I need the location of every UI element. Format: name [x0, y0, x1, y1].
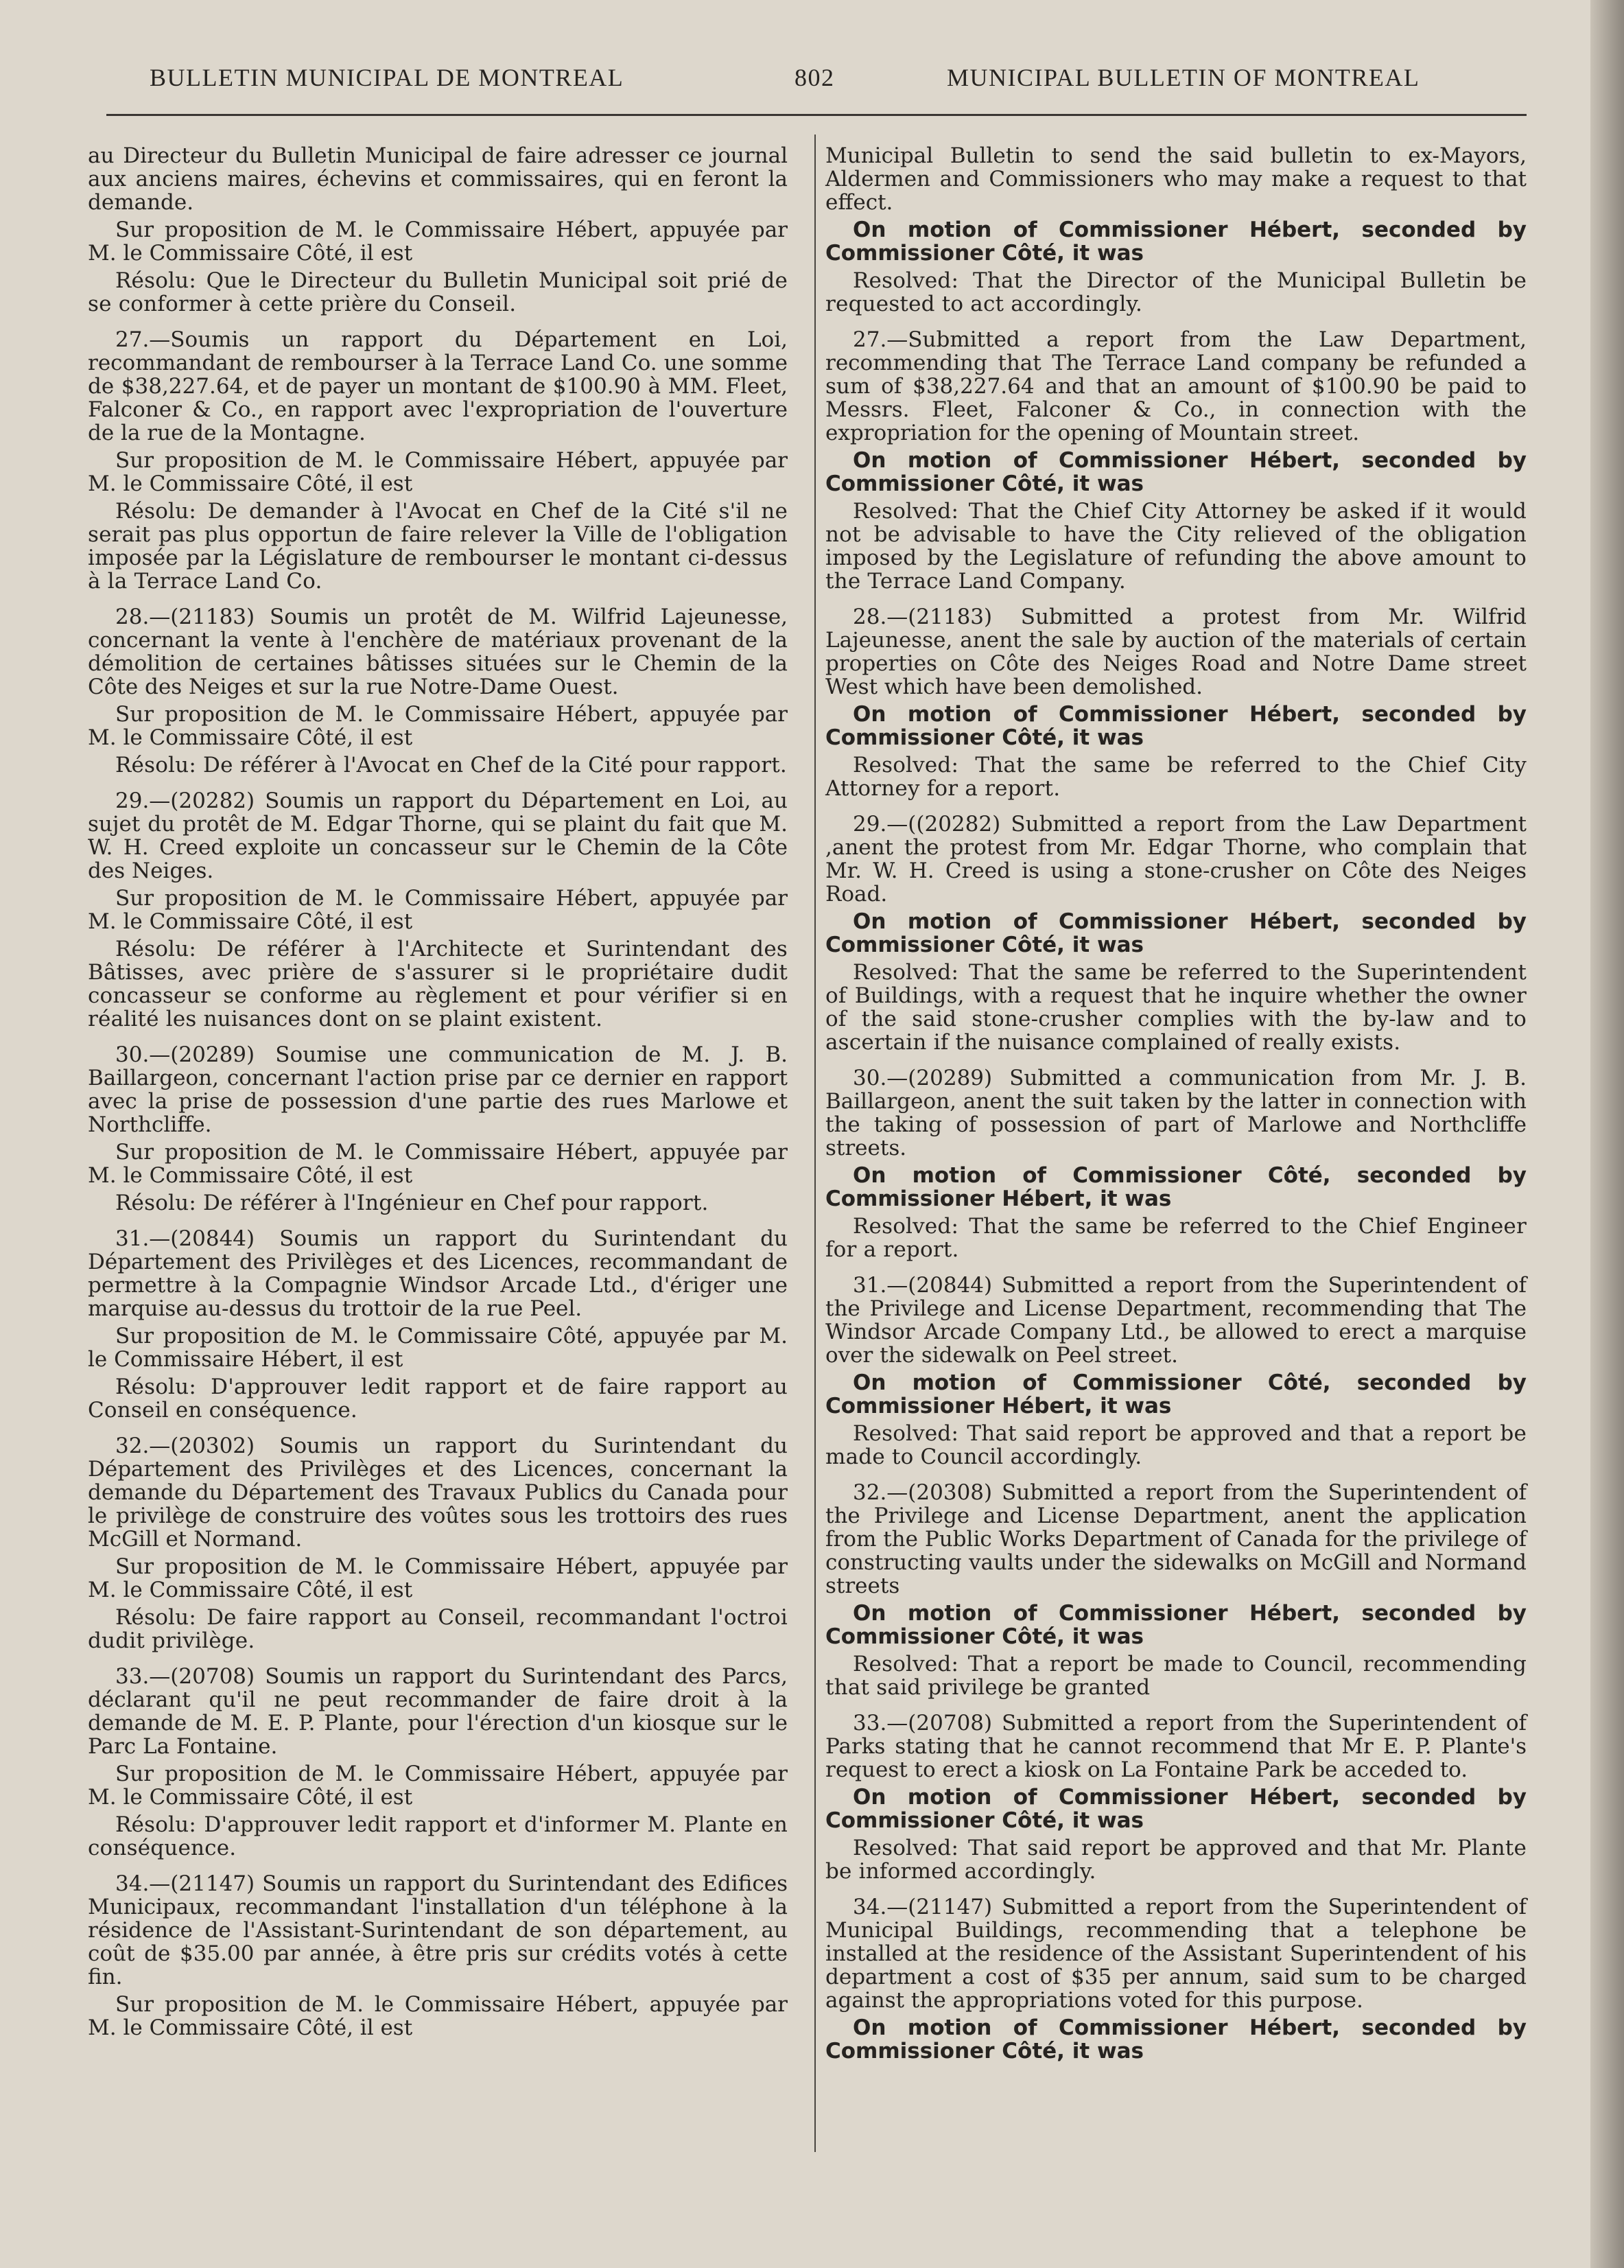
page-number: 802	[795, 64, 835, 91]
item-33: 33.—(20708) Submitted a report from the Superintendent of Parks stating that he cannot recommend that Mr E. P. Plante's request to erect a kiosk on La Fontaine Park be acceded to.	[825, 1711, 1527, 1782]
resolution: Resolved: That the Director of the Municipal Bulletin be requested to act accordingly.	[825, 268, 1527, 316]
motion-line: On motion of Commissioner Hébert, seconded by Commissioner Côté, it was	[825, 1601, 1527, 1649]
item-34: 34.—(21147) Soumis un rapport du Surintendant des Edifices Municipaux, recommandant l'installation d'un téléphone à la résidence de l'Assistant-Surintendant de son département, au coût de $35.00 par année, à être pris sur crédits votés à cette fin.	[88, 1871, 788, 1989]
motion-line: Sur proposition de M. le Commissaire Hébert, appuyée par M. le Commissaire Côté, il est	[88, 702, 788, 750]
motion-line: Sur proposition de M. le Commissaire Côté, appuyée par M. le Commissaire Hébert, il est	[88, 1324, 788, 1372]
motion-line: On motion of Commissioner Hébert, seconded by Commissioner Côté, it was	[825, 909, 1527, 957]
item-30: 30.—(20289) Soumise une communication de M. J. B. Baillargeon, concernant l'action prise par ce dernier en rapport avec la prise de possession d'une partie des rues Marlowe et Northcliffe.	[88, 1042, 788, 1137]
resolution: Resolved: That the same be referred to the Superintendent of Buildings, with a request that he inquire whether the owner of the said stone-crusher complies with the by-law and to ascertain if the nuisance complained of really exists.	[825, 960, 1527, 1055]
motion-line: Sur proposition de M. le Commissaire Hébert, appuyée par M. le Commissaire Côté, il est	[88, 1140, 788, 1188]
resolution: Resolved: That a report be made to Council, recommending that said privilege be granted	[825, 1652, 1527, 1700]
motion-line: On motion of Commissioner Hébert, seconded by Commissioner Côté, it was	[825, 2015, 1527, 2064]
header-title-french: BULLETIN MUNICIPAL DE MONTREAL	[150, 64, 624, 91]
motion-line: Sur proposition de M. le Commissaire Hébert, appuyée par M. le Commissaire Côté, il est	[88, 218, 788, 266]
resolution: Resolved: That said report be approved and that a report be made to Council accordingly.	[825, 1421, 1527, 1469]
resolution: Résolu: De référer à l'Avocat en Chef de la Cité pour rapport.	[115, 753, 787, 778]
item-32: 32.—(20308) Submitted a report from the Superintendent of the Privilege and License Department, anent the application from the Public Works Department of Canada for the privilege of constructing vaults under the sidewalks on McGill and Normand streets	[825, 1480, 1527, 1598]
item-33: 33.—(20708) Soumis un rapport du Surintendant des Parcs, déclarant qu'il ne peut recommander de faire droit à la demande de M. E. P. Plante, pour l'érection d'un kiosque sur le Parc La Fontaine.	[88, 1664, 788, 1759]
motion-line: On motion of Commissioner Hébert, seconded by Commissioner Côté, it was	[825, 218, 1527, 266]
motion-line: Sur proposition de M. le Commissaire Hébert, appuyée par M. le Commissaire Côté, il est	[88, 1554, 788, 1602]
resolution: Resolved: That the same be referred to the Chief City Attorney for a report.	[825, 753, 1527, 801]
motion-line: On motion of Commissioner Hébert, seconded by Commissioner Côté, it was	[825, 702, 1527, 750]
column-divider	[814, 135, 816, 2152]
item-27: 27.—Soumis un rapport du Département en Loi, recommandant de rembourser à la Terrace Land Co. une somme de $38,227.64, et de payer un montant de $100.90 à MM. Fleet, Falconer & Co., en rapport avec l'expropriation de l'ouverture de la rue de la Montagne.	[88, 327, 788, 445]
item-29: 29.—(20282) Soumis un rapport du Département en Loi, au sujet du protêt de M. Edgar Thorne, qui se plaint du fait que M. W. H. Creed exploite un concasseur sur le Chemin de la Côte des Neiges.	[88, 788, 788, 883]
page-header	[0, 63, 1590, 104]
resolution: Résolu: De demander à l'Avocat en Chef de la Cité s'il ne serait pas plus opportun de faire relever la Ville de l'obligation imposée par la Législature de rembourser le montant ci-dessus à la Terrace Land Co.	[88, 499, 788, 594]
item-31: 31.—(20844) Soumis un rapport du Surintendant du Département des Privilèges et des Licences, recommandant de permettre à la Compagnie Windsor Arcade Ltd., d'ériger une marquise au-dessus du trottoir de la rue Peel.	[88, 1226, 788, 1321]
motion-line: Sur proposition de M. le Commissaire Hébert, appuyée par M. le Commissaire Côté, il est	[88, 448, 788, 496]
item-27: 27.—Submitted a report from the Law Department, recommending that The Terrace Land company be refunded a sum of $38,227.64 and that an amount of $100.90 be paid to Messrs. Fleet, Falconer & Co., in connection with the expropriation for the opening of Mountain street.	[825, 327, 1527, 445]
resolution: Resolved: That the same be referred to the Chief Engineer for a report.	[825, 1214, 1527, 1262]
paragraph: Municipal Bulletin to send the said bulletin to ex-Mayors, Aldermen and Commissioners who may make a request to that effect.	[825, 143, 1527, 215]
resolution: Résolu: D'approuver ledit rapport et d'informer M. Plante en conséquence.	[88, 1812, 788, 1860]
english-column	[825, 144, 1527, 2067]
motion-line: On motion of Commissioner Côté, seconded by Commissioner Hébert, it was	[825, 1163, 1527, 1211]
item-34: 34.—(21147) Submitted a report from the Superintendent of Municipal Buildings, recommending that a telephone be installed at the residence of the Assistant Superintendent of his department a cost of $35 per annum, said sum to be charged against the appropriations voted for this purpose.	[825, 1895, 1527, 2013]
header-rule	[106, 114, 1527, 116]
page-edge-shadow	[1590, 0, 1624, 2268]
french-column	[88, 144, 788, 2044]
item-28: 28.—(21183) Submitted a protest from Mr. Wilfrid Lajeunesse, anent the sale by auction of the materials of certain properties on Côte des Neiges Road and Notre Dame street West which have been demolished.	[825, 605, 1527, 699]
resolution: Résolu: D'approuver ledit rapport et de faire rapport au Conseil en conséquence.	[88, 1375, 788, 1423]
resolution: Résolu: De référer à l'Ingénieur en Chef pour rapport.	[115, 1191, 709, 1215]
motion-line: On motion of Commissioner Côté, seconded by Commissioner Hébert, it was	[825, 1370, 1527, 1418]
resolution: Résolu: De référer à l'Architecte et Surintendant des Bâtisses, avec prière de s'assurer si le propriétaire dudit concasseur se conforme au règlement et pour vérifier si en réalité les nuisances dont on se plaint existent.	[88, 937, 788, 1031]
motion-line: Sur proposition de M. le Commissaire Hébert, appuyée par M. le Commissaire Côté, il est	[88, 1762, 788, 1810]
resolution: Resolved: That said report be approved and that Mr. Plante be informed accordingly.	[825, 1836, 1527, 1884]
item-28: 28.—(21183) Soumis un protêt de M. Wilfrid Lajeunesse, concernant la vente à l'enchère de matériaux provenant de la démolition de certaines bâtisses situées sur le Chemin de la Côte des Neiges et sur la rue Notre-Dame Ouest.	[88, 605, 788, 699]
header-title-english: MUNICIPAL BULLETIN OF MONTREAL	[947, 64, 1420, 91]
resolution: Résolu: De faire rapport au Conseil, recommandant l'octroi dudit privilège.	[88, 1605, 788, 1653]
motion-line: On motion of Commissioner Hébert, seconded by Commissioner Côté, it was	[825, 448, 1527, 496]
item-30: 30.—(20289) Submitted a communication from Mr. J. B. Baillargeon, anent the suit taken by the latter in connection with the taking of possession of part of Marlowe and Northcliffe streets.	[825, 1066, 1527, 1160]
resolution: Résolu: Que le Directeur du Bulletin Municipal soit prié de se conformer à cette prière du Conseil.	[88, 268, 788, 316]
resolution: Resolved: That the Chief City Attorney be asked if it would not be advisable to have the City relieved of the obligation imposed by the Legislature of refunding the above amount to the Terrace Land Company.	[825, 499, 1527, 594]
motion-line: Sur proposition de M. le Commissaire Hébert, appuyée par M. le Commissaire Côté, il est	[88, 886, 788, 934]
motion-line: Sur proposition de M. le Commissaire Hébert, appuyée par M. le Commissaire Côté, il est	[88, 1992, 788, 2040]
paragraph: au Directeur du Bulletin Municipal de faire adresser ce journal aux anciens maires, échevins et commissaires, qui en feront la demande.	[88, 143, 788, 215]
item-29: 29.—((20282) Submitted a report from the Law Department ,anent the protest from Mr. Edgar Thorne, who complain that Mr. W. H. Creed is using a stone-crusher on Côte des Neiges Road.	[825, 812, 1527, 907]
motion-line: On motion of Commissioner Hébert, seconded by Commissioner Côté, it was	[825, 1785, 1527, 1833]
item-31: 31.—(20844) Submitted a report from the Superintendent of the Privilege and License Department, recommending that The Windsor Arcade Company Ltd., be allowed to erect a marquise over the sidewalk on Peel street.	[825, 1273, 1527, 1368]
item-32: 32.—(20302) Soumis un rapport du Surintendant du Département des Privilèges et des Licences, concernant la demande du Département des Travaux Publics du Canada pour le privilège de construire des voûtes sous les trottoirs des rues McGill et Normand.	[88, 1434, 788, 1552]
